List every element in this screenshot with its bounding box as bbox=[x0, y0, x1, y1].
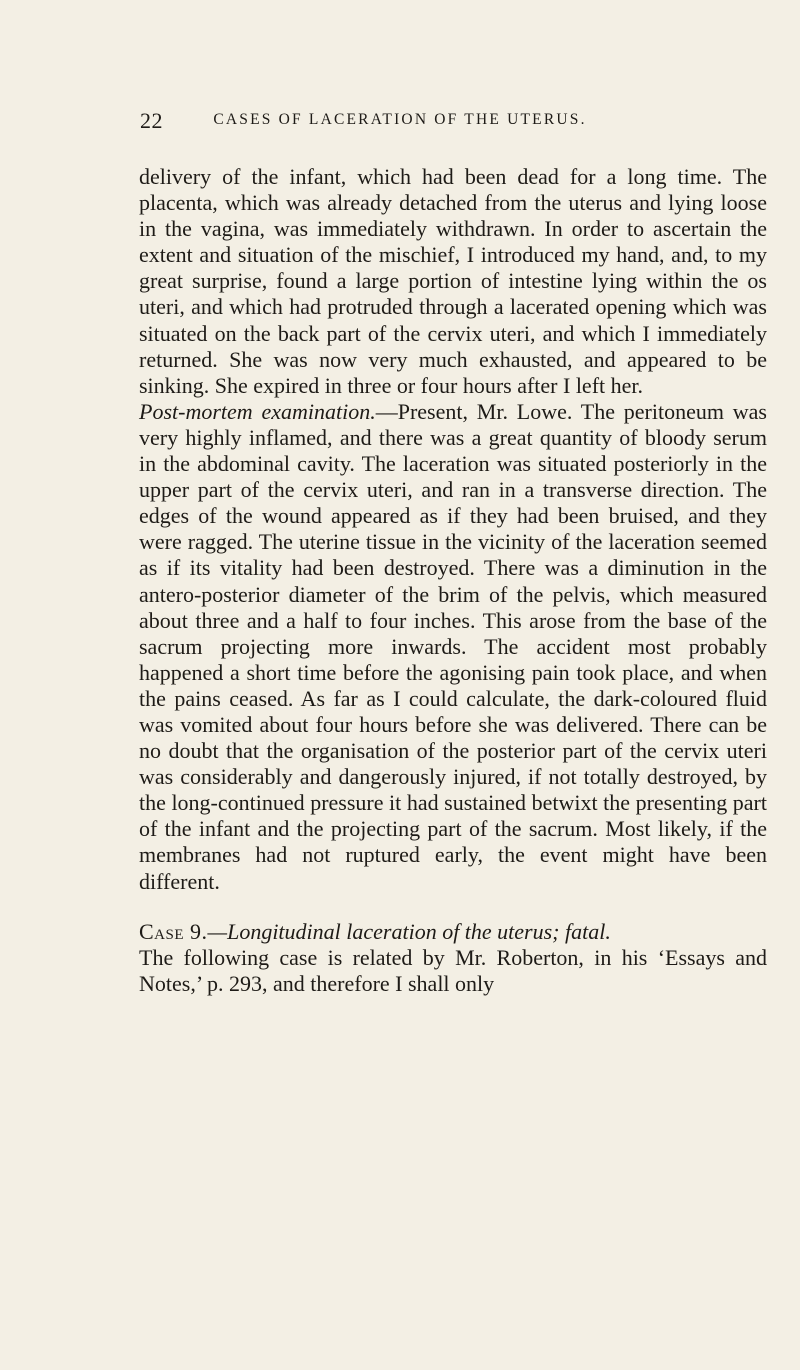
paragraph-post-mortem bbox=[139, 399, 767, 895]
paragraph-case-intro: The following case is related by Mr. Roberton, in his ‘Essays and Notes,’ p. 293, and therefore I shall only bbox=[139, 944, 767, 996]
page-header bbox=[140, 108, 660, 134]
running-head: CASES OF LACERATION OF THE UTERUS. bbox=[213, 111, 587, 128]
case-heading bbox=[139, 919, 767, 945]
post-mortem-heading: Post-mortem examination. bbox=[139, 398, 376, 424]
page-number: 22 bbox=[140, 108, 163, 133]
body-text bbox=[139, 164, 767, 997]
post-mortem-text: —Present, Mr. Lowe. The peritoneum was very highly inflamed, and there was a great quantity of bloody serum in the abdominal cavity. The laceration was situated posteriorly in the upper part of the cervix uteri, and ran in a transverse direction. The edges of the wound appeared as if they had been bruised, and they were ragged. The uterine tissue in the vicinity of the laceration seemed as if its vitality had been destroyed. There was a diminution in the antero-posterior diameter of the brim of the pelvis, which measured about three and a half to four inches. This arose from the base of the sacrum projecting more inwards. The accident most probably happened a short time before the agonising pain took place, and when the pains ceased. As far as I could calculate, the dark-coloured fluid was vomited about four hours before she was delivered. There can be no doubt that the organisation of the posterior part of the cervix uteri was considerably and dangerously injured, if not totally destroyed, by the long-continued pressure it had sustained betwixt the presenting part of the infant and the projecting part of the sacrum. Most likely, if the membranes had not ruptured early, the event might have been different. bbox=[139, 398, 767, 894]
case-number: Case 9. bbox=[139, 918, 208, 944]
case-title: —Longitudinal laceration of the uterus; fatal. bbox=[207, 918, 611, 944]
paragraph-continuation: delivery of the infant, which had been dead for a long time. The placenta, which was already detached from the uterus and lying loose in the vagina, was immediately withdrawn. In order to ascertain the extent and situation of the mischief, I introduced my hand, and, to my great surprise, found a large portion of intestine lying within the os uteri, and which had protruded through a lacerated opening which was situated on the back part of the cervix uteri, and which I immediately returned. She was now very much exhausted, and appeared to be sinking. She expired in three or four hours after I left her. bbox=[139, 164, 767, 398]
